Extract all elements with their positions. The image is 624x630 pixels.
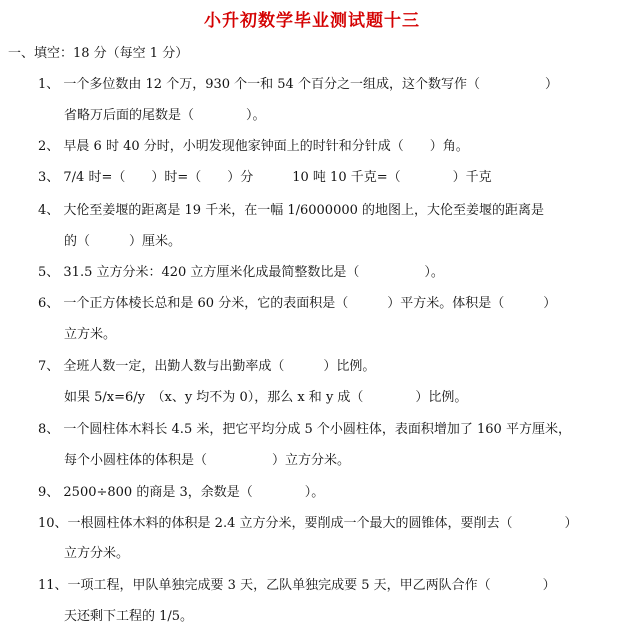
question-7-line-1: 7、 全班人数一定，出勤人数与出勤率成（ ）比例。 [38, 359, 376, 374]
question-10-line-2: 立方分米。 [64, 546, 130, 561]
page-title: 小升初数学毕业测试题十三 [204, 11, 420, 31]
question-11-line-1: 11、一项工程，甲队单独完成要 3 天，乙队单独完成要 5 天，甲乙两队合作（ ） [38, 578, 556, 593]
question-4-line-1: 4、 大伦至姜堰的距离是 19 千米，在一幅 1/6000000 的地图上，大伦至姜堰的距离是 [38, 203, 545, 218]
question-3-line-1: 3、 7/4 时=（ ）时=（ ）分 10 吨 10 千克=（ ）千克 [38, 170, 492, 185]
question-4-line-2: 的（ ）厘米。 [64, 234, 182, 249]
question-9-line-1: 9、 2500÷800 的商是 3，余数是（ ）。 [38, 485, 325, 500]
question-2-line-1: 2、 早晨 6 时 40 分时，小明发现他家钟面上的时针和分针成（ ）角。 [38, 139, 469, 154]
section-heading: 一、填空：18 分（每空 1 分） [8, 46, 189, 61]
question-6-line-2: 立方米。 [64, 327, 117, 342]
question-6-line-1: 6、 一个正方体棱长总和是 60 分米，它的表面积是（ ）平方米。体积是（ ） [38, 296, 557, 311]
question-8-line-2: 每个小圆柱体的体积是（ ）立方分米。 [64, 453, 351, 468]
question-1-line-1: 1、 一个多位数由 12 个万，930 个一和 54 个百分之一组成，这个数写作（ ） [38, 77, 558, 92]
question-11-line-2: 天还剩下工程的 1/5。 [64, 609, 194, 624]
question-10-line-1: 10、一根圆柱体木料的体积是 2.4 立方分米，要削成一个最大的圆锥体，要削去（ ） [38, 516, 578, 531]
question-7-line-2: 如果 5/x=6/y （x、y 均不为 0），那么 x 和 y 成（ ）比例。 [64, 390, 468, 405]
question-8-line-1: 8、 一个圆柱体木料长 4.5 米，把它平均分成 5 个小圆柱体，表面积增加了 160 平方厘米， [38, 422, 571, 437]
question-5-line-1: 5、 31.5 立方分米：420 立方厘米化成最简整数比是（ ）。 [38, 265, 444, 280]
question-1-line-2: 省略万后面的尾数是（ ）。 [64, 108, 266, 123]
